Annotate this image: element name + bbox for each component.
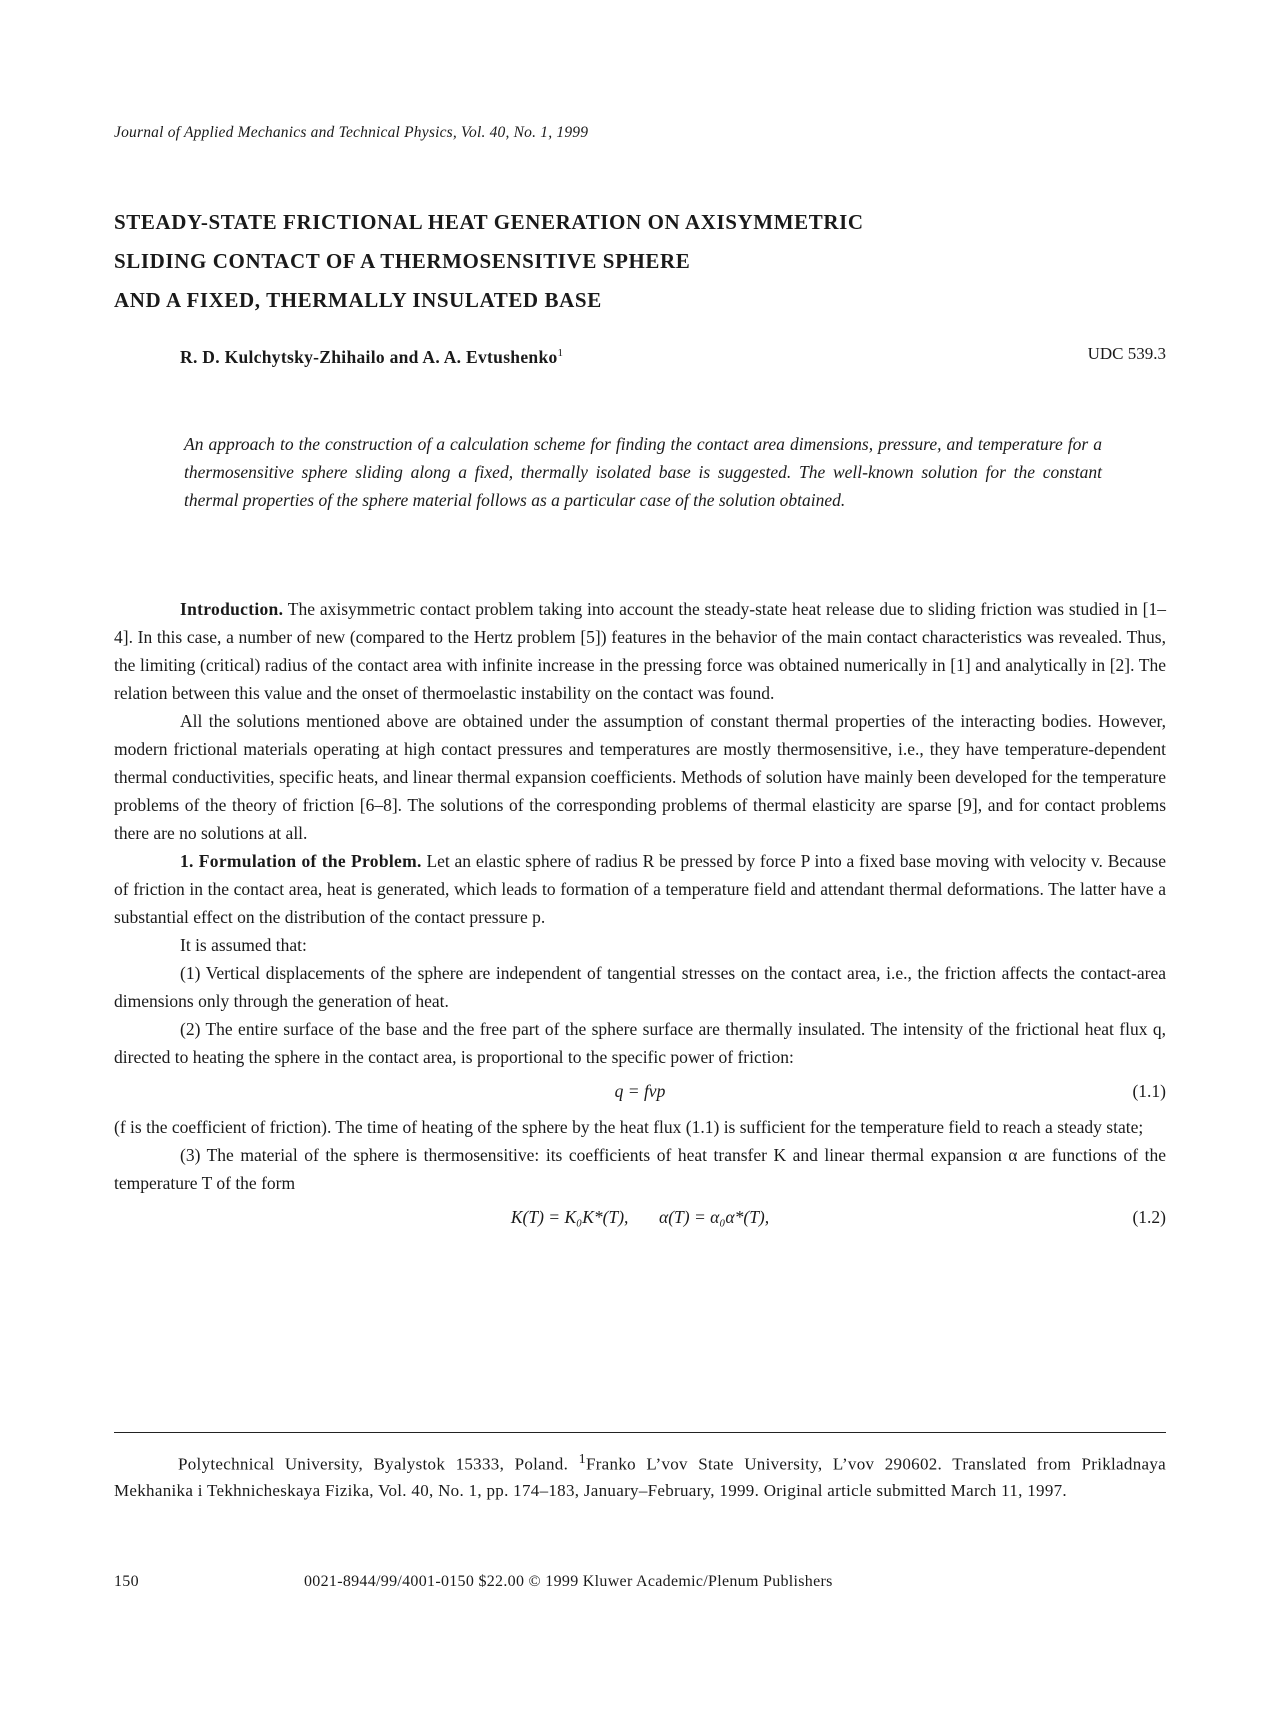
title-line-1: STEADY-STATE FRICTIONAL HEAT GENERATION ON AXISYMMETRIC [114,210,864,234]
author-names: R. D. Kulchytsky-Zhihailo and A. A. Evtushenko [180,347,558,367]
section-1-paragraph-5: (f is the coefficient of friction). The time of heating of the sphere by the heat flux (1.1) is sufficient for the temperature field to reach a steady state; [114,1117,1144,1137]
udc-code: UDC 539.3 [1087,344,1166,363]
equation-1-1-expression: q = fvp [614,1081,666,1101]
intro-heading: Introduction. [180,599,284,619]
footnote-divider [114,1432,1166,1433]
section-1-paragraph-1 [114,847,1166,931]
section-1-heading: 1. Formulation of the Problem. [180,851,422,871]
page-number: 150 [114,1573,139,1590]
section-1-paragraph-2: It is assumed that: [180,935,307,955]
author-footnote-mark: 1 [557,347,564,360]
authors [180,347,563,368]
section-1-text-1: Let an elastic sphere of radius R be pressed by force P into a fixed base moving with velocity v. Because of friction in the contact area, heat is generated, which leads to formation of a temperature field and attendant thermal deformations. The latter have a substantial effect on the distribution of the contact pressure p. [114,851,1167,927]
equation-1-1-number: (1.1) [1132,1081,1166,1101]
equation-1-2-number: (1.2) [1132,1207,1166,1227]
footnote-affiliation-1: Polytechnical University, Byalystok 15333, Poland. [178,1454,569,1474]
journal-citation: Journal of Applied Mechanics and Technical Physics, Vol. 40, No. 1, 1999 [114,124,589,141]
equation-1-2-expression: K(T) = K₀K*(T), α(T) = α₀α*(T), [510,1207,770,1227]
body-text [114,595,1166,1239]
footnote-mark: 1 [578,1451,586,1467]
intro-text-1: The axisymmetric contact problem taking into account the steady-state heat release due to sliding friction was studied in [1–4]. In this case, a number of new (compared to the Hertz problem [5]) features in the behavior of the main contact characteristics was revealed. Thus, the limiting (critical) radius of the contact area with infinite increase in the pressing force was obtained numerically in [1] and analytically in [2]. The relation between this value and the onset of thermoelastic instability on the contact was found. [114,599,1167,703]
section-1-paragraph-6: (3) The material of the sphere is thermosensitive: its coefficients of heat transfer K and linear thermal expansion α are functions of the temperature T of the form [114,1145,1166,1193]
section-1-paragraph-3: (1) Vertical displacements of the sphere are independent of tangential stresses on the contact area, i.e., the friction affects the contact-area dimensions only through the generation of heat. [114,963,1166,1011]
equation-1-2 [114,1203,1166,1235]
section-1-paragraph-4: (2) The entire surface of the base and the free part of the sphere surface are thermally insulated. The intensity of the frictional heat flux q, directed to heating the sphere in the contact area, is proportional to the specific power of friction: [114,1019,1166,1067]
paper-title [114,203,1074,320]
abstract: An approach to the construction of a calculation scheme for finding the contact area dimensions, pressure, and temperature for a thermosensitive sphere sliding along a fixed, thermally isolated base is suggested. The well-known solution for the constant thermal properties of the sphere material follows as a particular case of the solution obtained. [184,434,1102,510]
title-line-2: SLIDING CONTACT OF A THERMOSENSITIVE SPHERE [114,249,691,273]
intro-paragraph-1 [114,595,1166,707]
footnote-affiliation-2: Franko L’vov State University, L’vov 290602. Translated from Prikladnaya Mekhanika i Tekhnicheskaya Fizika, Vol. 40, No. 1, pp. 174–183, January–February, 1999. Original article submitted March 11, 1997. [114,1454,1166,1500]
footnote [114,1446,1166,1504]
footnote-paragraph [114,1446,1166,1504]
copyright-line: 0021-8944/99/4001-0150 $22.00 © 1999 Kluwer Academic/Plenum Publishers [304,1573,833,1590]
equation-1-1 [114,1077,1166,1109]
title-line-3: AND A FIXED, THERMALLY INSULATED BASE [114,288,602,312]
intro-paragraph-2: All the solutions mentioned above are obtained under the assumption of constant thermal properties of the interacting bodies. However, modern frictional materials operating at high contact pressures and temperatures are mostly thermosensitive, i.e., they have temperature-dependent thermal conductivities, specific heats, and linear thermal expansion coefficients. Methods of solution have mainly been developed for the temperature problems of the theory of friction [6–8]. The solutions of the corresponding problems of thermal elasticity are sparse [9], and for contact problems there are no solutions at all. [114,711,1166,843]
